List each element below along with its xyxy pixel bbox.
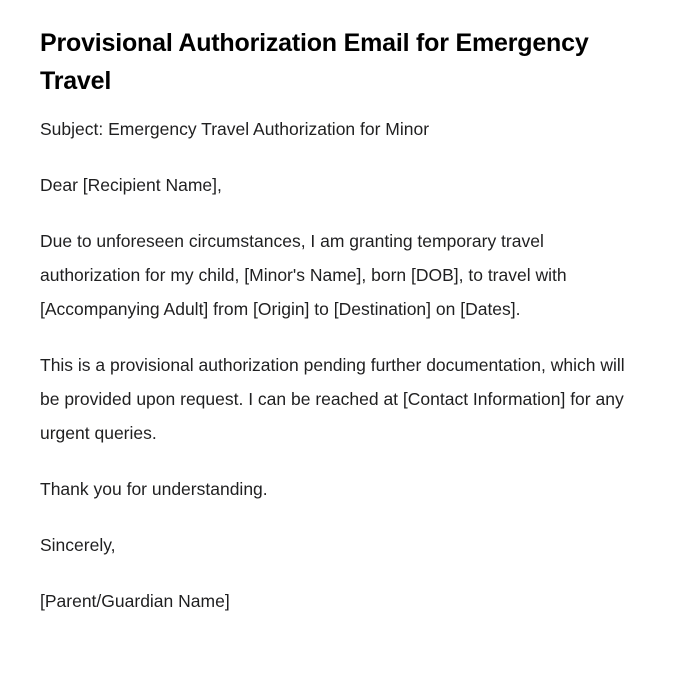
signature-name: [Parent/Guardian Name] <box>40 591 230 611</box>
closing-salutation: Sincerely, <box>40 535 116 555</box>
document-body <box>40 112 642 618</box>
page-title: Provisional Authorization Email for Emergency Travel <box>40 29 589 95</box>
body-paragraph-authorization-details: Due to unforeseen circumstances, I am granting temporary travel authorization for my child, [Minor's Name], born [DOB], to travel with [Accompanying Adult] from [Origin] to [Destination] on [Dates]. <box>40 231 567 319</box>
salutation: Dear [Recipient Name], <box>40 175 222 195</box>
body-paragraph-provisional-notice: This is a provisional authorization pending further documentation, which will be provided upon request. I can be reached at [Contact Information] for any urgent queries. <box>40 355 625 443</box>
subject-line: Subject: Emergency Travel Authorization for Minor <box>40 119 430 139</box>
body-paragraph-thanks: Thank you for understanding. <box>40 479 268 499</box>
